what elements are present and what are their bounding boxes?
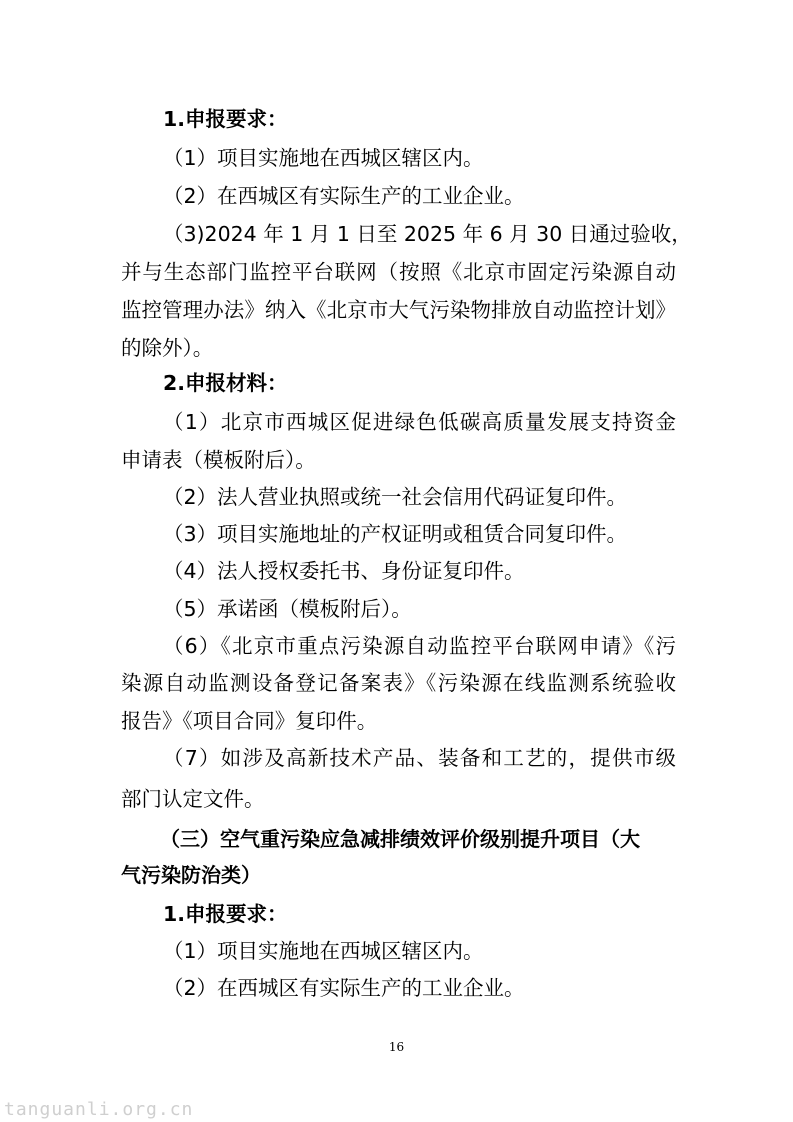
requirement-item-3-line-4: 的除外）。 [121, 336, 214, 360]
section-title-line-1: （三）空气重污染应急减排绩效评价级别提升项目（大 [160, 827, 640, 851]
material-item-3: （3）项目实施地址的产权证明或租赁合同复印件。 [163, 522, 628, 546]
watermark: tanguanli.org.cn [4, 1099, 194, 1120]
requirement-item-2: （2）在西城区有实际生产的工业企业。 [163, 184, 525, 208]
material-item-2: （2）法人营业执照或统一社会信用代码证复印件。 [163, 485, 628, 509]
page-number: 16 [388, 1040, 405, 1054]
requirement-item-2b: （2）在西城区有实际生产的工业企业。 [163, 976, 525, 1000]
material-item-4: （4）法人授权委托书、身份证复印件。 [163, 559, 525, 583]
material-item-6-line-3: 报告》《项目合同》复印件。 [121, 709, 378, 733]
requirement-item-1b: （1）项目实施地在西城区辖区内。 [163, 939, 484, 963]
requirement-item-1: （1）项目实施地在西城区辖区内。 [163, 146, 484, 170]
material-item-7-line-2: 部门认定文件。 [121, 787, 265, 811]
material-item-5: （5）承诺函（模板附后）。 [163, 597, 412, 621]
section-heading-requirements-2: 1.申报要求： [163, 902, 288, 926]
material-item-6-line-1: （6）《北京市重点污染源自动监控平台联网申请》《污 [163, 634, 676, 658]
requirement-item-3-line-2: 并与生态部门监控平台联网（按照《北京市固定污染源自动 [121, 260, 676, 284]
section-heading-materials: 2.申报材料： [163, 371, 288, 395]
material-item-1-line-2: 申请表（模板附后）。 [121, 448, 316, 472]
material-item-6-line-2: 染源自动监测设备登记备案表》《污染源在线监测系统验收 [121, 671, 676, 695]
section-heading-requirements: 1.申报要求： [163, 107, 288, 131]
material-item-7-line-1: （7）如涉及高新技术产品、装备和工艺的，提供市级 [163, 746, 676, 770]
requirement-item-3-line-1: （3)2024 年 1 月 1 日至 2025 年 6 月 30 日通过验收， [163, 222, 692, 246]
section-title-line-2: 气污染防治类） [121, 863, 261, 887]
material-item-1-line-1: （1）北京市西城区促进绿色低碳高质量发展支持资金 [163, 410, 676, 434]
requirement-item-3-line-3: 监控管理办法》纳入《北京市大气污染物排放自动监控计划》 [121, 298, 676, 322]
